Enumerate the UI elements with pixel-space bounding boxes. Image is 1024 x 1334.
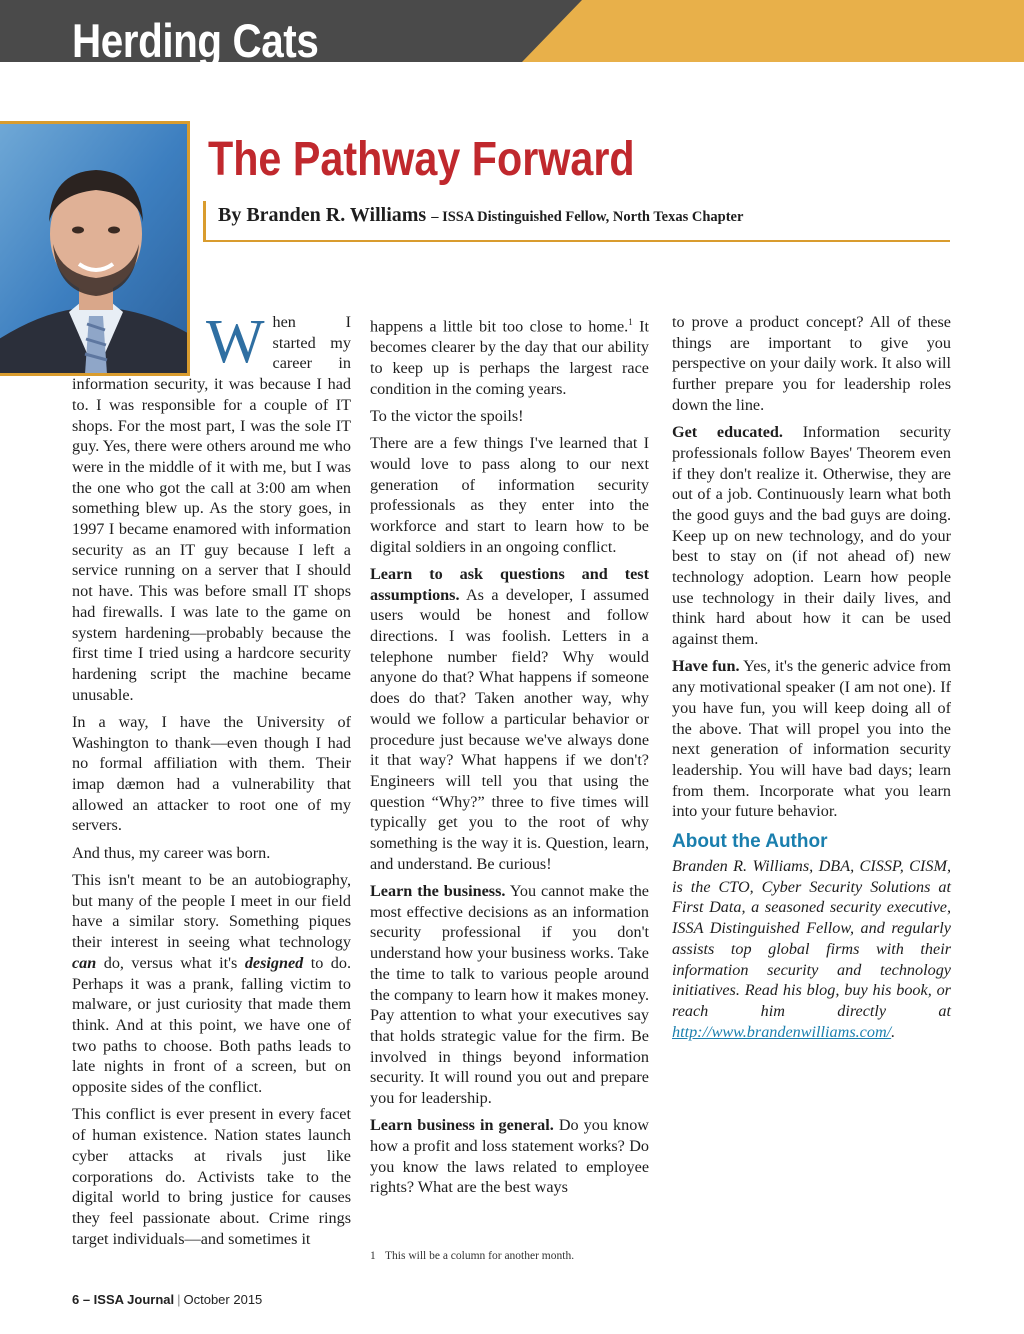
footnote-number: 1 (370, 1250, 376, 1262)
paragraph-text: Do you know how a profit and loss statement works? Do you know the laws related to employee rights? What are the best ways (370, 1116, 649, 1197)
byline-rule-vertical (203, 201, 206, 242)
lead-in: Learn business in general. (370, 1116, 554, 1135)
paragraph-text: It becomes clearer by the day that our ability to keep up is perhaps the largest race condition in the coming years. (370, 317, 649, 398)
footer-separator: | (177, 1292, 181, 1307)
byline-name: By Branden R. Williams (218, 204, 427, 226)
lead-in: Get educated. (672, 423, 783, 442)
lead-in: Learn to ask questions and test assumptions. (370, 564, 649, 604)
author-bio (672, 856, 951, 1042)
column-2 (370, 312, 649, 1205)
byline-rule-horizontal (203, 240, 950, 242)
paragraph: to prove a product concept? All of these things are important to give you perspective on your daily work. It also will further prepare you for leadership roles down the line. (672, 313, 951, 414)
lead-in: Have fun. (672, 657, 740, 676)
article-title: The Pathway Forward (208, 133, 635, 186)
paragraph-text: do, versus what it's (96, 953, 245, 972)
footnote (370, 1250, 574, 1262)
paragraph-text: As a developer, I assumed users would be honest and follow directions. I was foolish. Letters in a telephone number field? Why would anyone do that? What happens if someone does do that? Taken another way, why would we follow a particular behavior or procedure just because we've always done it that way? What happens if we don't? Engineers will tell you that using the question “Why?” three to five times will typically get you to the root of why something is the way it is. Question, learn, and understand. Be curious! (370, 585, 649, 873)
footnote-text: This will be a column for another month. (385, 1250, 575, 1262)
footer-date: October 2015 (183, 1292, 263, 1307)
footnote-marker: 1 (628, 317, 633, 327)
paragraph-text: Yes, it's the generic advice from any motivational speaker (I am not one). If you have fun, you will keep doing all of the above. That will propel you into the next generation of information security leadership. You will have bad days; learn from them. Incorporate what you learn into your future behavior. (672, 657, 951, 821)
paragraph (72, 870, 351, 1098)
author-bio-text: Branden R. Williams, DBA, CISSP, CISM, is the CTO, Cyber Security Solutions at First Data, a seasoned security executive, ISSA Distinguished Fellow, and regularly assists top global firms with their information security and technology initiatives. Read his blog, buy his book, or reach him directly at (672, 857, 951, 1020)
paragraph-text: This isn't meant to be an autobiography, but many of the people I meet in our field have a similar story. Something piques their interest in seeing what technology (72, 871, 351, 952)
page-footer (72, 1292, 262, 1307)
paragraph-text: Information security professionals follow Bayes' Theorem even if they don't realize it. Otherwise, they are out of a job. Continuously learn what both the good guys and the bad guys are doing. Keep up on new technology, and do your best to stay on (if not ahead of) new technology adoption. Learn how people use technology in their daily lives, and think hard about how it can be used against them. (672, 423, 951, 649)
paragraph (672, 656, 951, 822)
lead-in: Learn the business. (370, 882, 506, 901)
footer-publication: 6 – ISSA Journal (72, 1292, 175, 1307)
about-author-heading: About the Author (672, 831, 828, 853)
emphasis: designed (244, 953, 304, 972)
paragraph (672, 422, 951, 650)
paragraph-text: to do. Perhaps it was a prank, falling victim to malware, or just curiosity that made them think. And at this point, we have one of two paths to choose. Both paths leads to late nights in front of a screen, but on opposite sides of the conflict. (72, 953, 351, 1097)
byline (218, 202, 743, 230)
byline-role: – ISSA Distinguished Fellow, North Texas Chapter (431, 209, 744, 225)
author-bio-end: . (891, 1022, 896, 1041)
paragraph-text: You cannot make the most effective decisions as an information security professional if you don't understand how your business works. Take the time to talk to various people around the company to learn how it makes money. Pay attention to what your executives say that holds strategic value for the firm. Be involved in things beyond information security. It will round you out and prepare you for leadership. (370, 882, 649, 1108)
paragraph (370, 881, 649, 1109)
paragraph (72, 308, 351, 705)
paragraph: There are a few things I've learned that I would love to pass along to our next generation of information security professionals as they enter into the workforce and start to learn how to be digital soldiers in an ongoing conflict. (370, 434, 649, 556)
paragraph: To the victor the spoils! (370, 406, 524, 425)
paragraph (370, 1115, 649, 1198)
paragraph: In a way, I have the University of Washington to thank—even though I had no formal affiliation with them. Their imap dæmon had a vulnerability that allowed an attacker to root one of my servers. (72, 712, 351, 835)
paragraph-text: hen I started my career in information security, it was because I had to. I was responsible for a couple of IT shops. For the most part, I was the sole IT guy. Yes, there were others around me who were in the middle of it with me, but I was the one who got the call at 3:00 am when something blew up. As the story goes, in 1997 I became enamored with information security as an IT guy because I left a service running on a server that I should not have. This was before small IT shops had firewalls. I was late to the game on system hardening—probably because the first time I tried using a hardcore security hardening script the machine became unusable. (72, 313, 351, 704)
emphasis: can (72, 953, 97, 972)
author-website-link[interactable]: http://www.brandenwilliams.com/ (672, 1022, 892, 1041)
paragraph: This conflict is ever present in every facet of human existence. Nation states launch cyber attacks at rivals just like corporations do. Activists take to the digital world to bring justice for causes they feel passionate about. Crime rings target individuals—and sometimes it (72, 1105, 351, 1248)
section-title: Herding Cats (72, 14, 319, 67)
column-3 (672, 312, 951, 1042)
column-1 (72, 308, 351, 1256)
paragraph (370, 312, 649, 399)
paragraph-text: happens a little bit too close to home. (370, 317, 629, 336)
paragraph: And thus, my career was born. (72, 843, 271, 862)
paragraph (370, 564, 649, 875)
drop-cap: W (206, 308, 265, 376)
